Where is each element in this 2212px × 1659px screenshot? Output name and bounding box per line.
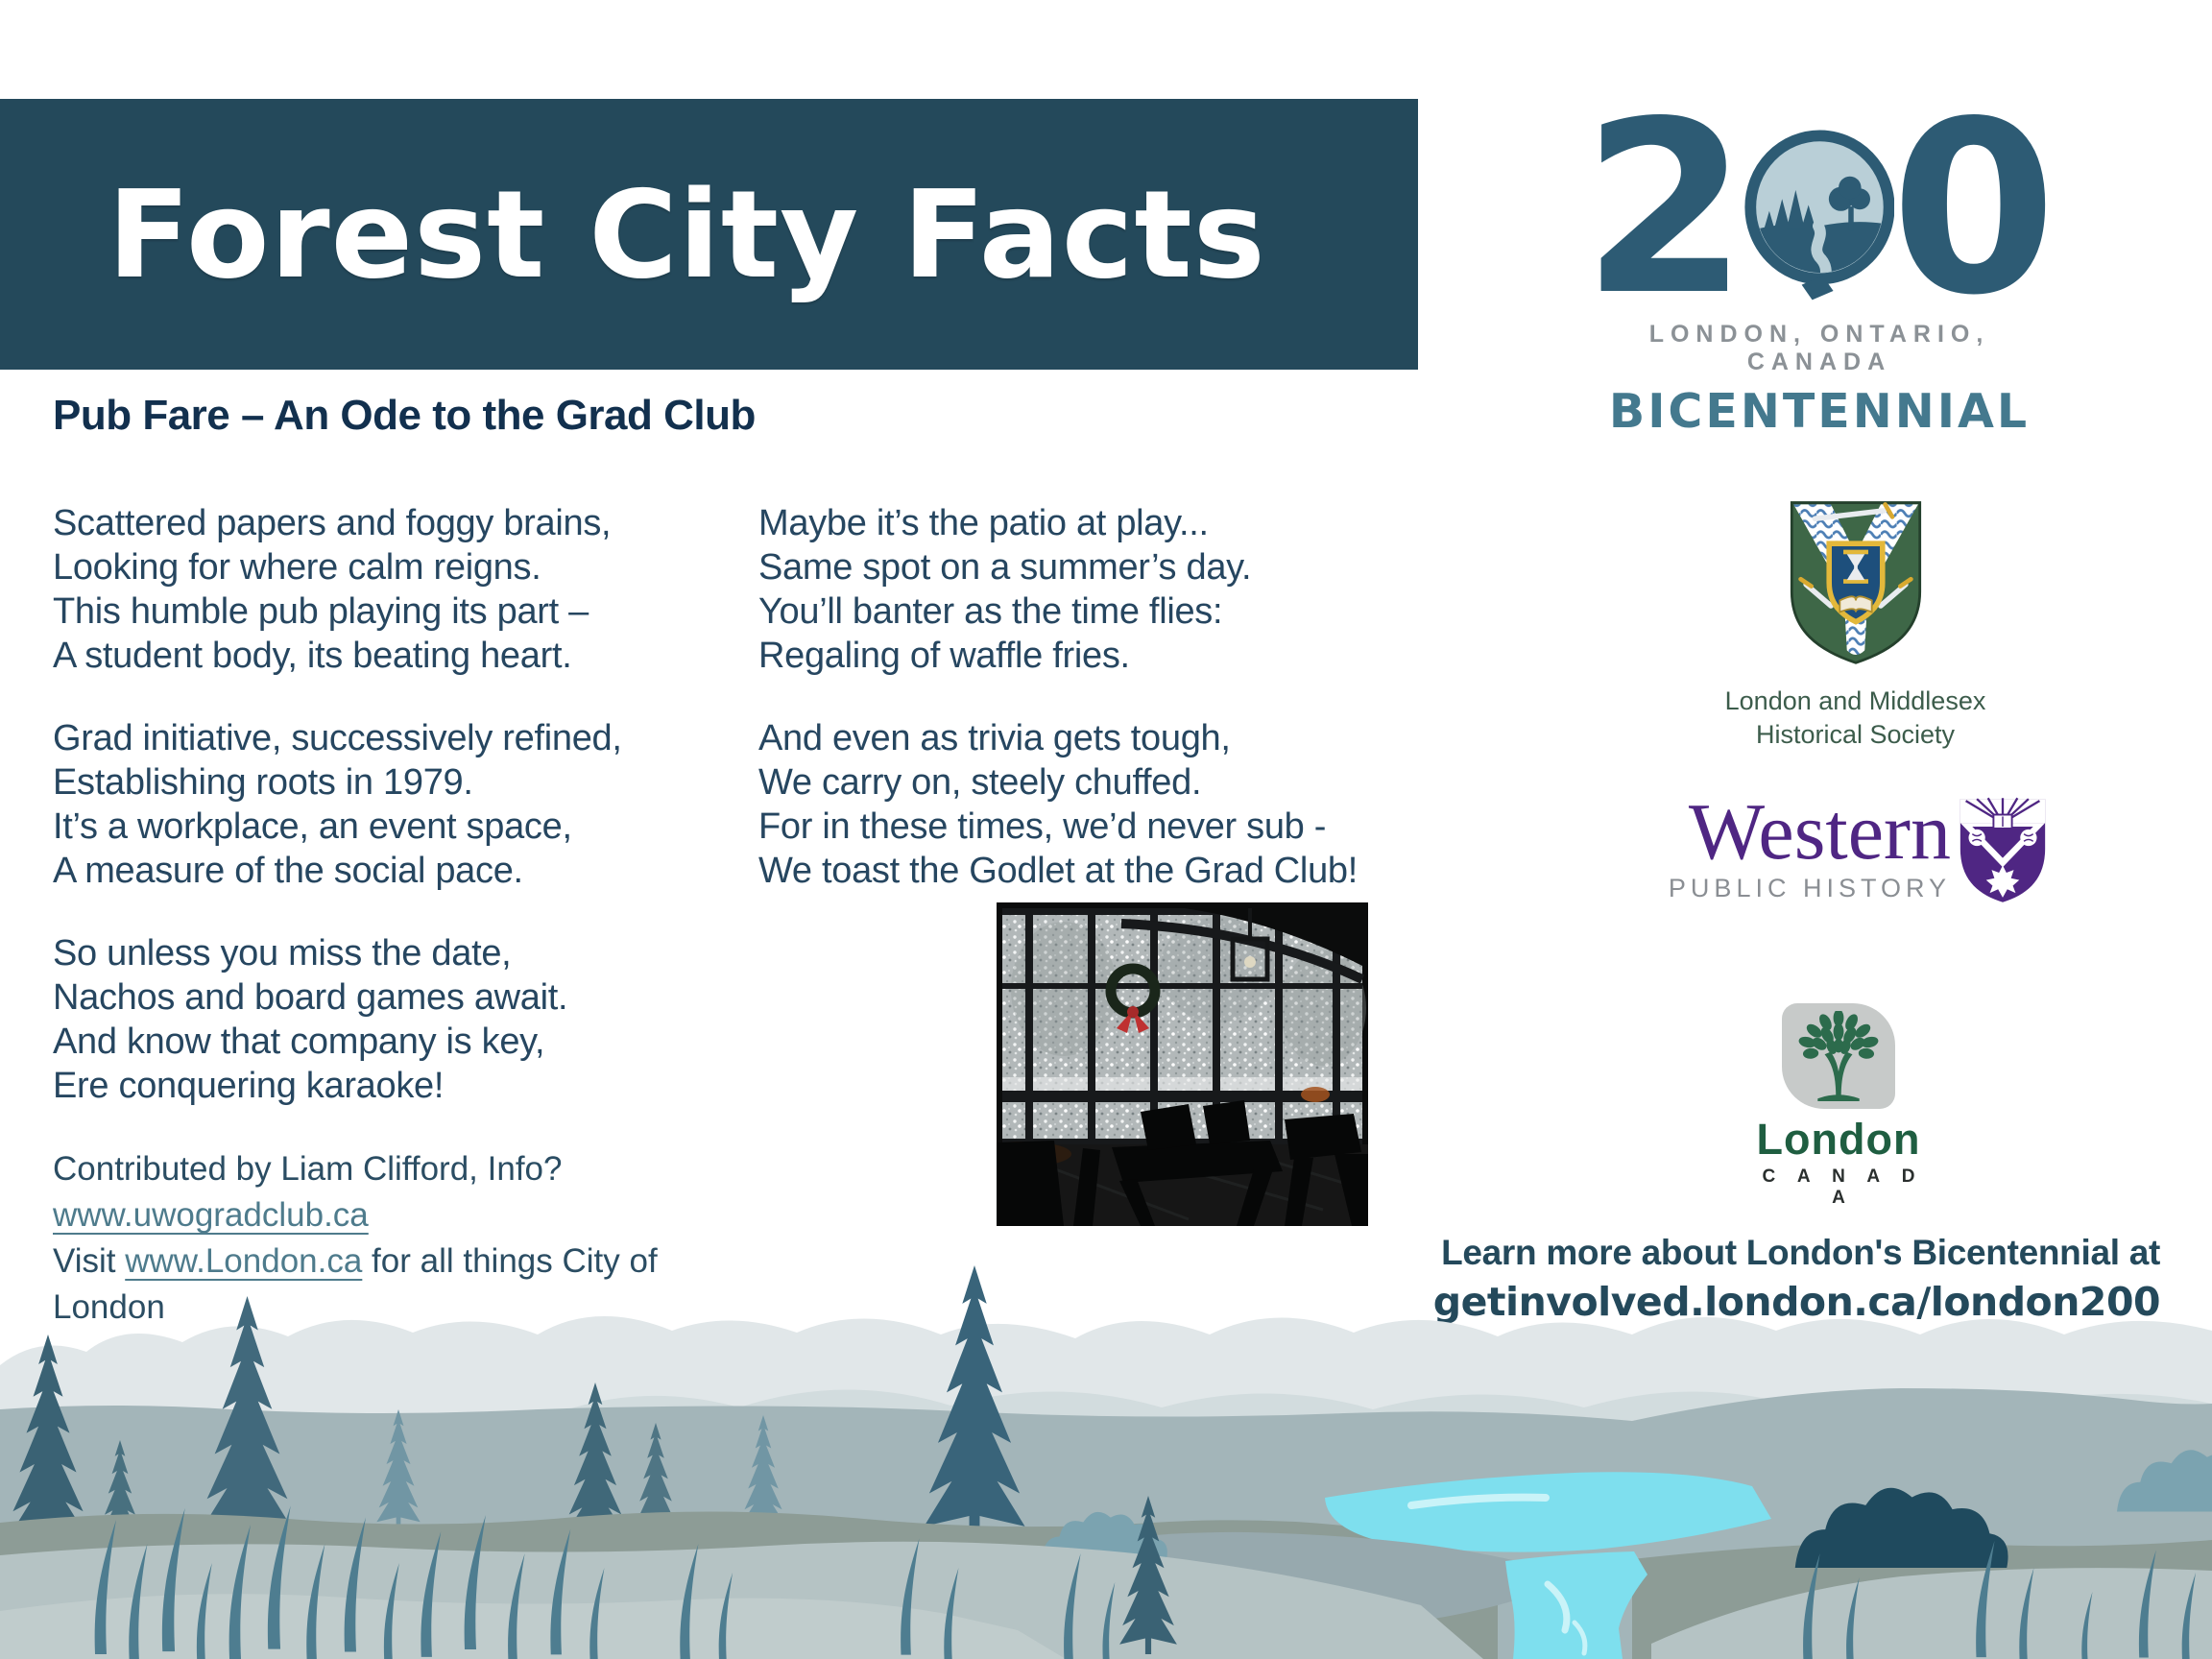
title-banner bbox=[0, 99, 1418, 370]
stanza-2 bbox=[53, 716, 758, 893]
poem-line: This humble pub playing its part – bbox=[53, 591, 589, 632]
poem-line: A measure of the social pace. bbox=[53, 851, 523, 891]
poem-line: Regaling of waffle fries. bbox=[758, 636, 1130, 676]
lmhs-logo-block bbox=[1671, 497, 2040, 752]
poem-line: And even as trivia gets tough, bbox=[758, 718, 1231, 758]
poem-line: You’ll banter as the time flies: bbox=[758, 591, 1223, 632]
poem-line: For in these times, we’d never sub - bbox=[758, 806, 1327, 847]
lmhs-shield-icon bbox=[1783, 497, 1929, 666]
gradclub-link[interactable]: www.uwogradclub.ca bbox=[53, 1196, 369, 1234]
stanza-3 bbox=[53, 931, 758, 1108]
western-logo-block bbox=[1668, 787, 2052, 904]
lmhs-caption bbox=[1671, 685, 2040, 752]
poem-line: Establishing roots in 1979. bbox=[53, 762, 473, 803]
poem-line: Same spot on a summer’s day. bbox=[758, 547, 1252, 588]
poem-line: Ere conquering karaoke! bbox=[53, 1066, 445, 1106]
digit-0: 0 bbox=[1890, 71, 2056, 348]
stanza-1 bbox=[53, 501, 758, 678]
poem-title: Pub Fare – An Ode to the Grad Club bbox=[53, 392, 756, 439]
western-wordmark: Western bbox=[1688, 787, 1951, 877]
stanza-4 bbox=[758, 501, 1517, 678]
digit-2: 2 bbox=[1582, 71, 1748, 348]
london-tree-box bbox=[1782, 1003, 1895, 1109]
poem-line: A student body, its beating heart. bbox=[53, 636, 572, 676]
western-public-history: PUBLIC HISTORY bbox=[1668, 874, 1951, 902]
poem-line: So unless you miss the date, bbox=[53, 933, 512, 974]
london-tree-icon bbox=[1794, 1011, 1883, 1101]
credit-text: Contributed by Liam Clifford, Info? bbox=[53, 1150, 563, 1188]
learn-more-text: Learn more about London's Bicentennial at bbox=[1441, 1233, 2160, 1272]
poem-line: And know that company is key, bbox=[53, 1022, 545, 1062]
bicentennial-logo bbox=[1582, 71, 2056, 439]
poem-line: It’s a workplace, an event space, bbox=[53, 806, 572, 847]
lmhs-line1: London and Middlesex bbox=[1724, 686, 1986, 715]
london-wordmark: London bbox=[1756, 1115, 1921, 1164]
poem-line: We toast the Godlet at the Grad Club! bbox=[758, 851, 1358, 891]
bicentennial-location: LONDON, ONTARIO, CANADA bbox=[1648, 321, 1990, 375]
bicentennial-wordmark: BICENTENNIAL bbox=[1608, 384, 2031, 439]
page-title: Forest City Facts bbox=[108, 163, 1266, 305]
poem-line: Looking for where calm reigns. bbox=[53, 547, 541, 588]
london-canada-label: C A N A D A bbox=[1762, 1166, 1924, 1208]
london-ca-link[interactable]: www.London.ca bbox=[125, 1242, 363, 1280]
stanza-5 bbox=[758, 716, 1517, 893]
credit-text: Visit bbox=[53, 1242, 126, 1280]
poem-line: Grad initiative, successively refined, bbox=[53, 718, 622, 758]
forest-circle-icon bbox=[1744, 116, 1895, 325]
poem-line: Scattered papers and foggy brains, bbox=[53, 503, 612, 543]
getinvolved-link[interactable]: getinvolved.london.ca/london200 bbox=[1432, 1279, 2160, 1325]
credit-text: for all things City of London bbox=[53, 1242, 658, 1326]
poem-line: Nachos and board games await. bbox=[53, 977, 568, 1018]
poem-line: We carry on, steely chuffed. bbox=[758, 762, 1202, 803]
forest-landscape-illustration bbox=[0, 1104, 2212, 1659]
poem-line: Maybe it’s the patio at play... bbox=[758, 503, 1209, 543]
lmhs-line2: Historical Society bbox=[1755, 720, 1956, 749]
western-shield-icon bbox=[1957, 795, 2049, 904]
